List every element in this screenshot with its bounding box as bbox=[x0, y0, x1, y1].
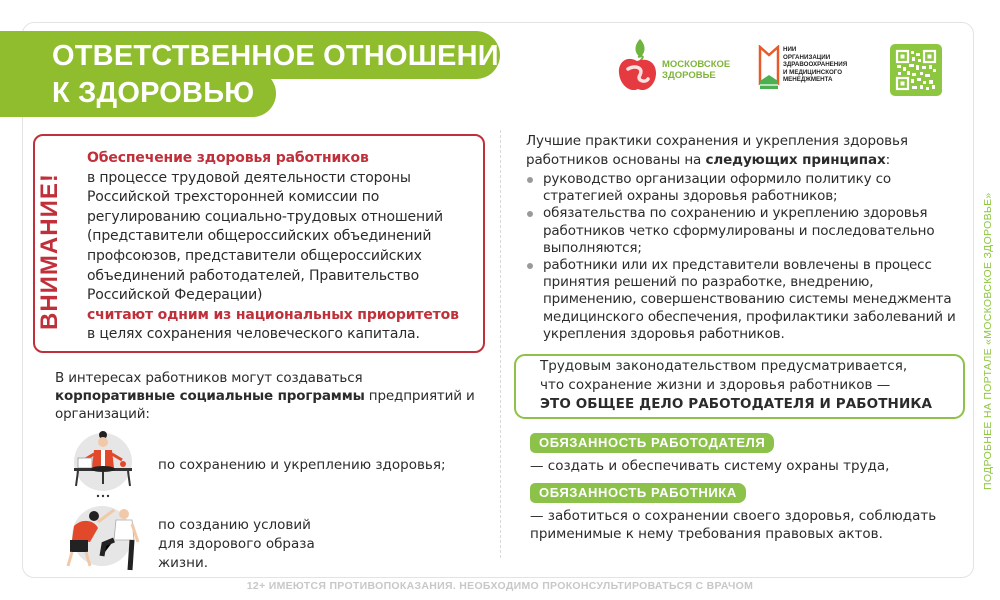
employer-duty-tag: ОБЯЗАННОСТЬ РАБОТОДАТЕЛЯ bbox=[530, 433, 774, 453]
attention-label: ВНИМАНИЕ! bbox=[36, 173, 63, 330]
moscow-health-logo-text: МОСКОВСКОЕ ЗДОРОВЬЕ bbox=[662, 59, 731, 81]
attention-tail: в целях сохранения человеческого капитала. bbox=[87, 326, 420, 343]
nii-logo[interactable] bbox=[758, 45, 858, 91]
portal-link[interactable]: ПОДРОБНЕЕ НА ПОРТАЛЕ «МОСКОВСКОЕ ЗДОРОВЬЕ» bbox=[982, 192, 994, 490]
attention-emphasis: считают одним из национальных приоритетов bbox=[87, 306, 459, 323]
principles-intro: Лучшие практики сохранения и укрепления здоровья работников основаны на следующих принципах: bbox=[526, 133, 908, 168]
attention-heading: Обеспечение здоровья работников bbox=[87, 150, 369, 166]
stretching-illustration bbox=[64, 500, 144, 572]
book-icon bbox=[758, 45, 780, 91]
principles-intro-bold: следующих принципах bbox=[705, 152, 886, 168]
qr-code-icon bbox=[895, 49, 937, 91]
list-item: работники или их представители вовлечены в процесс принятия решений по разработке, внедрению, применению, совершенствованию системы менеджмента медицинского обеспечения, профилактики заболеваний и укрепления здоровья работников. bbox=[526, 257, 966, 343]
program-item-health: по сохранению и укреплению здоровья; bbox=[158, 457, 446, 473]
apple-leaf-icon bbox=[616, 37, 660, 93]
column-divider bbox=[500, 130, 501, 558]
law-text: Трудовым законодательством предусматривается, что сохранение жизни и здоровья работников — ЭТО ОБЩЕЕ ДЕЛО РАБОТОДАТЕЛЯ И РАБОТНИКА bbox=[540, 357, 960, 414]
office-yoga-illustration bbox=[70, 428, 136, 498]
programs-intro-bold: корпоративные социальные программы bbox=[55, 388, 365, 404]
nii-logo-text: НИИ ОРГАНИЗАЦИИ ЗДРАВООХРАНЕНИЯ И МЕДИЦИНСКОГО МЕНЕДЖМЕНТА bbox=[783, 46, 848, 84]
footer-disclaimer: 12+ ИМЕЮТСЯ ПРОТИВОПОКАЗАНИЯ. НЕОБХОДИМО ПРОКОНСУЛЬТИРОВАТЬСЯ С ВРАЧОМ bbox=[246, 580, 754, 592]
bullet-icon bbox=[527, 177, 533, 183]
attention-body: в процессе трудовой деятельности стороны Российской трехсторонней комиссии по регулированию социально-трудовых отношений (представители общероссийских объединений профсоюзов, представители общероссийских объединений работодателей, Правительство Российской Федерации) bbox=[87, 169, 443, 304]
qr-code[interactable] bbox=[890, 44, 942, 96]
employer-duty-text: — создать и обеспечивать систему охраны труда, bbox=[530, 458, 890, 474]
bullet-icon bbox=[527, 211, 533, 217]
title-line-1: ОТВЕТСТВЕННОЕ ОТНОШЕНИЕ bbox=[52, 40, 519, 72]
law-bold-statement: ЭТО ОБЩЕЕ ДЕЛО РАБОТОДАТЕЛЯ И РАБОТНИКА bbox=[540, 396, 933, 412]
list-item: обязательства по сохранению и укреплению здоровья работников четко сформулированы и последовательно выполняются; bbox=[526, 205, 966, 257]
title-line-2: К ЗДОРОВЬЮ bbox=[52, 77, 255, 109]
page-title bbox=[52, 38, 518, 112]
employee-duty-tag: ОБЯЗАННОСТЬ РАБОТНИКА bbox=[530, 483, 746, 503]
principles-list bbox=[526, 171, 966, 343]
program-item-lifestyle: по созданию условий для здорового образа жизни. bbox=[158, 517, 315, 571]
employee-duty-text: — заботиться о сохранении своего здоровья, соблюдать применимые к нему требования правовых актов. bbox=[530, 508, 937, 542]
bullet-icon bbox=[527, 263, 533, 269]
list-item: руководство организации оформило политику со стратегией охраны здоровья работников; bbox=[526, 171, 966, 205]
attention-text bbox=[87, 149, 482, 345]
moscow-health-logo[interactable] bbox=[616, 37, 736, 93]
programs-intro: В интересах работников могут создаваться корпоративные социальные программы предприятий и организаций: bbox=[55, 370, 475, 422]
